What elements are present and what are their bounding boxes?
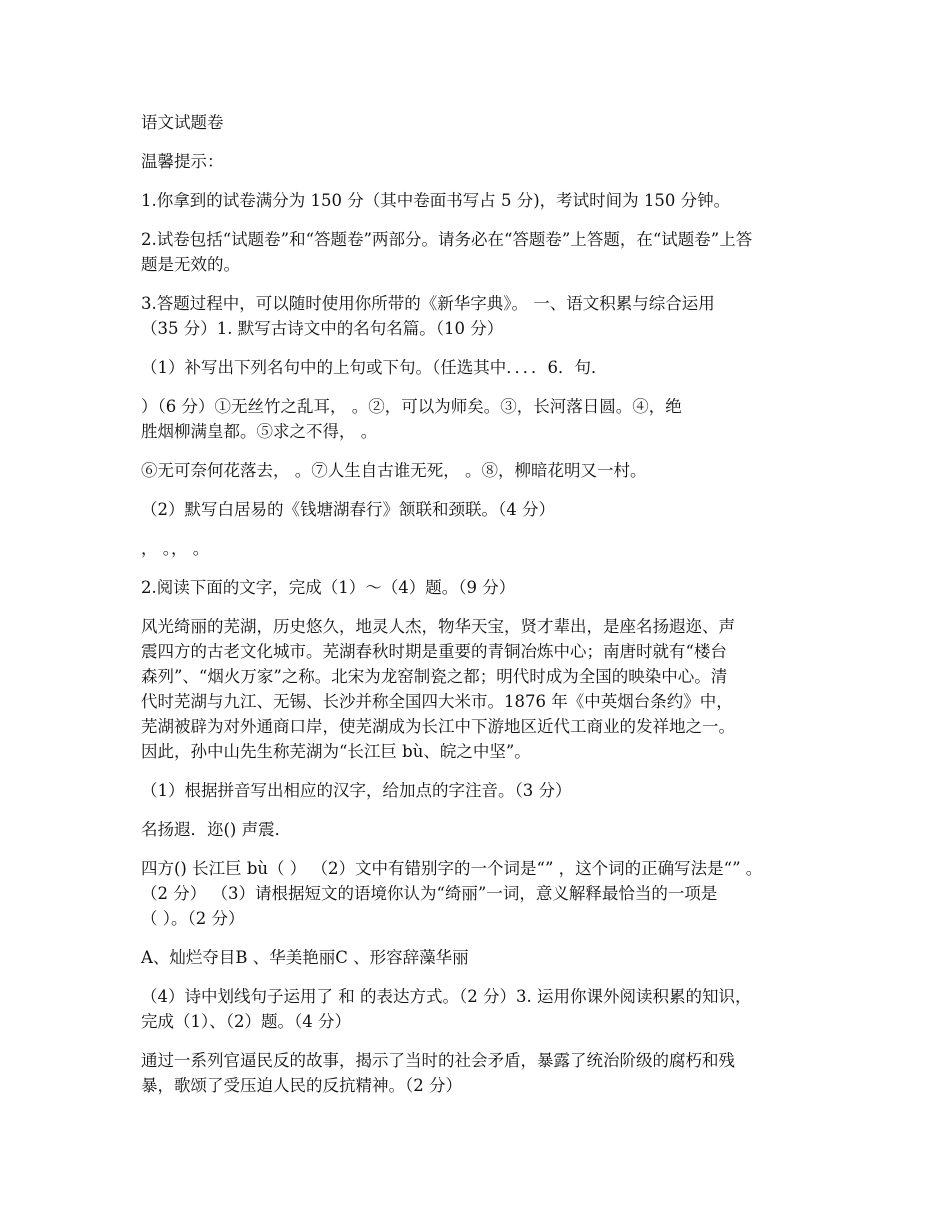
text-line: 名扬遐．迩() 声震． [141,820,292,839]
text-line: （4）诗中划线句子运用了 和 的表达方式。（2 分）3. 运用你课外阅读积累的知识， [141,987,752,1006]
paragraph [141,149,821,174]
paragraph [141,355,821,380]
text-line: （2 分） （3）请根据短文的语境你认为“绮丽”一词，意义解释最恰当的一项是 [141,884,718,903]
document-body [141,110,821,1112]
paragraph [141,984,821,1034]
text-line: 3.答题过程中，可以随时使用你所带的《新华字典》。 一、语文积累与综合运用 [141,294,715,313]
text-line: 暴，歌颂了受压迫人民的反抗精神。（2 分） [141,1076,462,1095]
text-line: 森列”、“烟火万家”之称。北宋为龙窑制瓷之都；明代时成为全国的映染中心。清 [141,667,728,686]
text-line: 通过一系列官逼民反的故事，揭示了当时的社会矛盾，暴露了统治阶级的腐朽和残 [141,1051,735,1070]
text-line: 代时芜湖与九江、无锡、长沙并称全国四大米市。1876 年《中英烟台条约》中， [141,692,733,711]
text-line: 完成（1）、（2）题。（4 分） [141,1012,351,1031]
text-line: ， 。， 。 [141,539,210,558]
paragraph [141,394,821,444]
text-line: 风光绮丽的芜湖，历史悠久，地灵人杰，物华天宝，贤才辈出，是座名扬遐迩、声 [141,617,735,636]
text-line: 胜烟柳满皇都。⑤求之不得， 。 [141,422,378,441]
paragraph [141,778,821,803]
paragraph [141,945,821,970]
paragraph [141,497,821,522]
title-text: 语文试题卷 [141,113,224,132]
paragraph [141,856,821,931]
text-line: 2.试卷包括“试题卷”和“答题卷”两部分。请务必在“答题卷”上答题，在“试题卷”上答 [141,230,753,249]
text-line: ）（6 分）①无丝竹之乱耳， 。②，可以为师矣。③，长河落日圆。④，绝 [141,397,682,416]
paragraph [141,188,821,213]
document-title [141,110,821,135]
paragraph [141,1048,821,1098]
text-line: 四方() 长江巨 bù（ ） （2）文中有错别字的一个词是“” ，这个词的正确写法是“” 。 [141,859,763,878]
text-line: （2）默写白居易的《钱塘湖春行》颔联和颈联。（4 分） [141,500,555,519]
text-line: 1.你拿到的试卷满分为 150 分（其中卷面书写占 5 分)，考试时间为 150 分钟。 [141,191,731,210]
paragraph [141,458,821,483]
paragraph [141,536,821,561]
paragraph [141,817,821,842]
text-line: 温馨提示： [141,152,224,171]
paragraph [141,227,821,277]
text-line: 震四方的古老文化城市。芜湖春秋时期是重要的青铜冶炼中心；南唐时就有“楼台 [141,642,727,661]
text-line: 2.阅读下面的文字，完成（1）～（4）题。（9 分） [141,578,516,597]
text-line: A、灿烂夺目B 、华美艳丽C 、形容辞藻华丽 [141,948,469,967]
paragraph [141,575,821,600]
text-line: 芜湖被辟为对外通商口岸，使芜湖成为长江中下游地区近代工商业的发祥地之一。 [141,717,735,736]
paragraph [141,614,821,764]
text-line: （1）补写出下列名句中的上句或下句。（任选其中．．．．6．句． [141,358,608,377]
text-line: ⑥无可奈何花落去， 。⑦人生自古谁无死， 。⑧，柳暗花明又一村。 [141,461,647,480]
text-line: 题是无效的。 [141,255,240,274]
text-line: （1）根据拼音写出相应的汉字，给加点的字注音。（3 分） [141,781,572,800]
text-line: （35 分）1. 默写古诗文中的名句名篇。（10 分） [141,319,504,338]
paragraph [141,291,821,341]
text-line: （ ）。（2 分） [141,909,245,928]
text-line: 因此，孙中山先生称芜湖为“长江巨 bù、皖之中坚”。 [141,742,531,761]
